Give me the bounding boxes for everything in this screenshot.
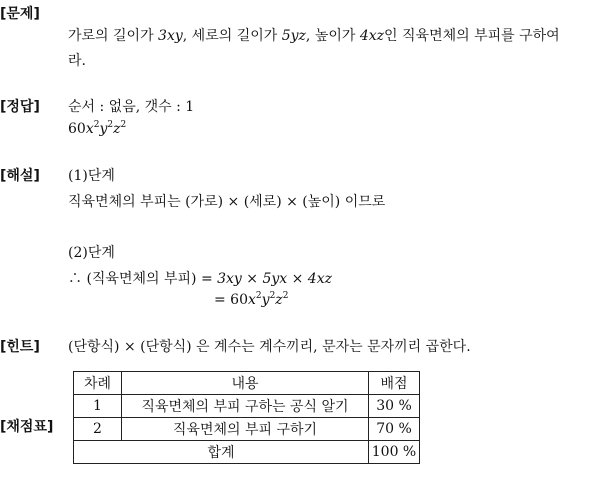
problem-text-a: 가로의 길이가 — [68, 28, 159, 44]
answer-var-z: z — [113, 121, 121, 137]
step2-exp-y: 2 — [269, 291, 276, 301]
step2-exp-x: 2 — [255, 291, 262, 301]
answer-coefficient: 60 — [68, 121, 86, 137]
step2-eq-coefficient: = 60 — [214, 292, 248, 308]
answer-var-y: y — [99, 121, 108, 137]
row-content: 직육면체의 부피 구하기 — [122, 418, 369, 441]
row-points: 70 % — [369, 418, 420, 441]
scoring-total-row — [74, 441, 420, 464]
total-value: 100 % — [369, 441, 420, 464]
problem-line-1 — [68, 25, 560, 45]
hint-text: (단항식) × (단항식) 은 계수는 계수끼리, 문자는 문자끼리 곱한다. — [68, 339, 471, 355]
step1-title: (1)단계 — [68, 168, 115, 184]
step2-var-z: z — [275, 292, 283, 308]
scoring-table — [73, 371, 420, 464]
header-content: 내용 — [122, 372, 369, 395]
answer-exp-x: 2 — [93, 120, 100, 130]
step2-title: (2)단계 — [68, 245, 115, 261]
step2-equation-2 — [214, 292, 288, 308]
answer-var-x: x — [85, 121, 94, 137]
problem-label: [문제] — [0, 6, 40, 22]
answer-exp-y: 2 — [107, 120, 114, 130]
row-order: 1 — [74, 395, 122, 418]
step2-rhs: 3xy × 5yx × 4xz — [217, 271, 332, 287]
answer-exp-z: 2 — [120, 120, 127, 130]
step2-lhs: ∴ (직육면체의 부피) = — [68, 271, 218, 287]
hint-label: [힌트] — [0, 339, 40, 355]
problem-line-2: 라. — [68, 53, 86, 69]
total-label: 합계 — [74, 441, 369, 464]
scoring-header-row — [74, 372, 420, 395]
problem-text-d: 인 직육면체의 부피를 구하여 — [384, 28, 560, 44]
row-order: 2 — [74, 418, 122, 441]
step2-exp-z: 2 — [282, 291, 289, 301]
answer-label: [정답] — [0, 99, 40, 115]
height-expression: 4xz — [359, 28, 385, 44]
answer-value — [68, 121, 126, 137]
width-expression: 3xy — [158, 28, 183, 44]
scoring-label: [채점표] — [0, 419, 54, 435]
step2-equation-1 — [68, 268, 332, 288]
row-points: 30 % — [369, 395, 420, 418]
step2-var-x: x — [248, 292, 256, 308]
problem-text-c: , 높이가 — [305, 28, 360, 44]
solution-label: [해설] — [0, 168, 40, 184]
header-points: 배점 — [369, 372, 420, 395]
table-row — [74, 418, 420, 441]
answer-meta: 순서 : 없음, 갯수 : 1 — [68, 99, 195, 115]
step1-text: 직육면체의 부피는 (가로) × (세로) × (높이) 이므로 — [68, 194, 386, 210]
row-content: 직육면체의 부피 구하는 공식 알기 — [122, 395, 369, 418]
step2-var-y: y — [261, 292, 270, 308]
table-row — [74, 395, 420, 418]
length-expression: 5yz — [281, 28, 306, 44]
header-order: 차례 — [74, 372, 122, 395]
problem-text-b: , 세로의 길이가 — [182, 28, 282, 44]
